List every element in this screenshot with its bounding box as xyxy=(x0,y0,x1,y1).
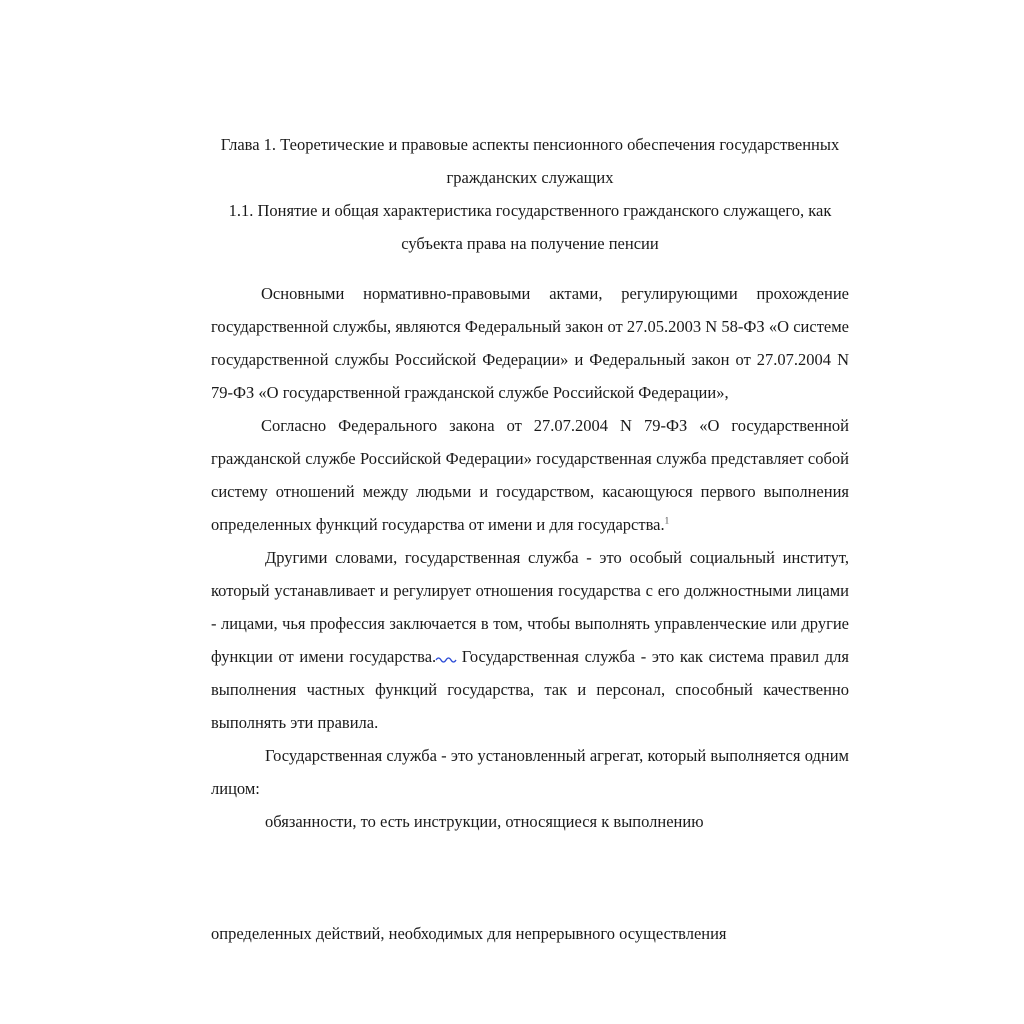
paragraph-list xyxy=(211,277,849,838)
paragraph-text: Другими словами, государственная служба - это особый социальный институт, который устанавливает и регулирует отношения государства с его должностными лицами - лицами, чья профессия заключается в том, чтобы выполнять управленческие или другие функции от имени государства. xyxy=(211,548,849,666)
footnote-mark[interactable]: 1 xyxy=(664,515,670,526)
paragraph: Государственная служба - это установленный агрегат, который выполняется одним лицом: xyxy=(211,746,849,798)
paragraph xyxy=(211,409,849,541)
paragraph: обязанности, то есть инструкции, относящиеся к выполнению xyxy=(265,812,704,831)
cut-off-line xyxy=(211,924,849,951)
paragraph-text: Государственная служба - это как система правил для выполнения частных функций государства, так и персонал, способный качественно выполнять эти правила. xyxy=(211,647,849,732)
spellcheck-squiggle-icon xyxy=(436,654,456,662)
paragraph-cut-text: определенных действий, необходимых для непрерывного осуществления xyxy=(211,924,727,943)
paragraph-text: Согласно Федерального закона от 27.07.2004 N 79-ФЗ «О государственной гражданской службе Российской Федерации» государственная служба представляет собой систему отношений между людьми и государством, касающуюся первого выполнения определенных функций государства от имени и для государства. xyxy=(211,416,849,534)
document-body xyxy=(211,128,849,838)
paragraph xyxy=(211,541,849,739)
chapter-heading: Глава 1. Теоретические и правовые аспекты пенсионного обеспечения государственных гражданских служащих xyxy=(220,135,840,187)
section-heading: 1.1. Понятие и общая характеристика государственного гражданского служащего, как субъекта права на получение пенсии xyxy=(228,201,832,253)
paragraph: Основными нормативно-правовыми актами, регулирующими прохождение государственной службы, являются Федеральный закон от 27.05.2003 N 58-ФЗ «О системе государственной службы Российской Федерации» и Федеральный закон от 27.07.2004 N 79-ФЗ «О государственной гражданской службе Российской Федерации», xyxy=(211,284,849,402)
